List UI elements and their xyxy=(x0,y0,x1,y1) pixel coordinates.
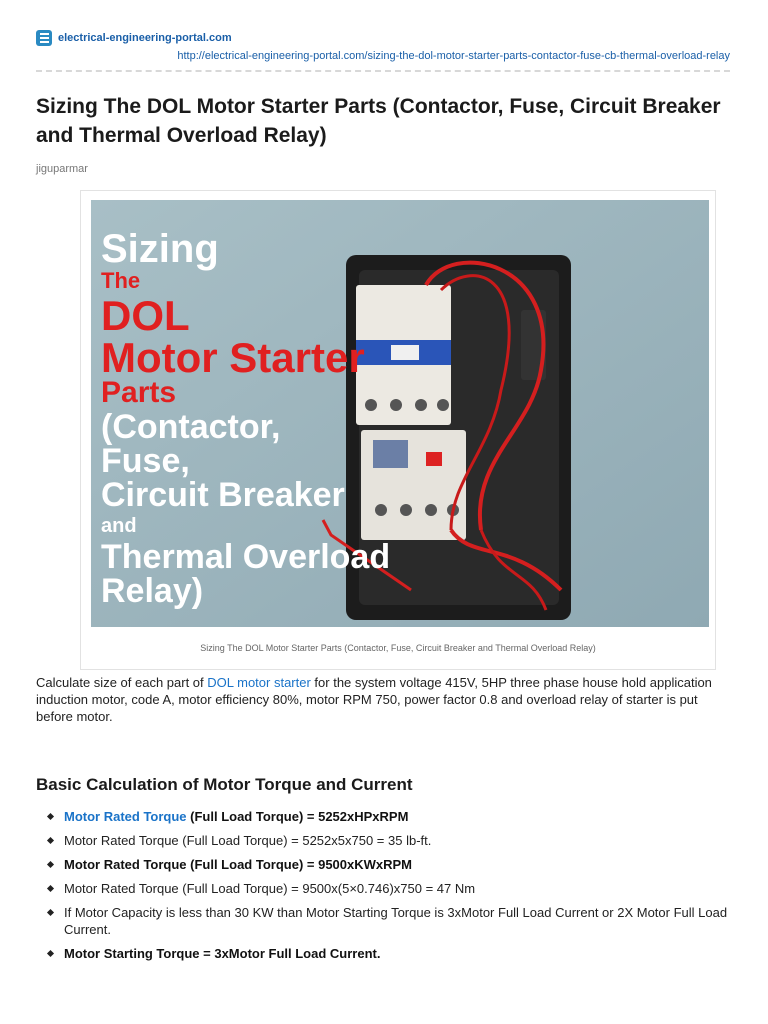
list-item xyxy=(48,945,738,962)
list-item-text: Motor Starting Torque = 3xMotor Full Load Current. xyxy=(64,946,381,961)
list-item-text: Motor Rated Torque (Full Load Torque) = 9500x(5×0.746)x750 = 47 Nm xyxy=(64,881,476,896)
header-divider xyxy=(36,70,730,72)
section-title: Basic Calculation of Motor Torque and Current xyxy=(36,775,413,794)
list-item-text: If Motor Capacity is less than 30 KW than Motor Starting Torque is 3xMotor Full Load Current or 2X Motor Full Load Current. xyxy=(64,905,728,937)
overlay-line-10: Relay) xyxy=(101,572,204,610)
page-url[interactable]: http://electrical-engineering-portal.com/sizing-the-dol-motor-starter-parts-contactor-fuse-cb-thermal-overload-relay xyxy=(177,50,730,62)
bullet-icon xyxy=(47,861,54,868)
intro-paragraph xyxy=(36,674,736,725)
article-author[interactable]: jiguparmar xyxy=(36,163,88,175)
dol-motor-starter-link[interactable]: DOL motor starter xyxy=(207,675,311,690)
bullet-icon xyxy=(47,813,54,820)
bullet-icon xyxy=(47,885,54,892)
list-item xyxy=(48,904,738,938)
list-item xyxy=(48,856,738,873)
starter-photo xyxy=(91,200,709,627)
site-logo-icon xyxy=(36,30,52,46)
list-item xyxy=(48,880,738,897)
article-figure xyxy=(80,190,716,670)
intro-suffix: for the system voltage 415V, 5HP three phase house hold application induction motor, code A, motor efficiency 80%, motor RPM 750, power factor 0.8 and overload relay of starter is put before motor. xyxy=(36,675,712,724)
overlay-line-0: Sizing xyxy=(101,227,219,271)
bullet-icon xyxy=(47,837,54,844)
overlay-line-1: The xyxy=(101,268,141,293)
intro-prefix: Calculate size of each part of xyxy=(36,675,208,690)
list-item-text: Motor Rated Torque (Full Load Torque) = 9500xKWxRPM xyxy=(64,857,413,872)
article-title: Sizing The DOL Motor Starter Parts (Contactor, Fuse, Circuit Breaker and Thermal Overload Relay) xyxy=(36,95,721,147)
bullet-icon xyxy=(47,909,54,916)
overlay-line-9: Thermal Overload xyxy=(101,538,391,576)
list-item-text: (Full Load Torque) = 5252xHPxRPM xyxy=(186,809,409,824)
overlay-line-3: Motor Starter xyxy=(101,334,365,381)
overlay-line-7: Circuit Breaker xyxy=(101,476,345,514)
list-item xyxy=(48,832,738,849)
overlay-line-4: Parts xyxy=(101,376,177,409)
overlay-line-5: (Contactor, xyxy=(101,408,281,446)
calculation-list xyxy=(48,808,738,969)
motor-rated-torque-link[interactable]: Motor Rated Torque xyxy=(64,809,187,824)
overlay-line-2: DOL xyxy=(101,292,190,339)
figure-caption: Sizing The DOL Motor Starter Parts (Contactor, Fuse, Circuit Breaker and Thermal Overload Relay) xyxy=(200,643,596,653)
list-item xyxy=(48,808,738,825)
bullet-icon xyxy=(47,950,54,957)
list-item-text: Motor Rated Torque (Full Load Torque) = 5252x5x750 = 35 lb-ft. xyxy=(64,833,432,848)
site-header xyxy=(36,30,730,72)
overlay-line-8: and xyxy=(101,515,137,537)
site-name[interactable]: electrical-engineering-portal.com xyxy=(58,32,232,44)
overlay-line-6: Fuse, xyxy=(101,442,190,480)
